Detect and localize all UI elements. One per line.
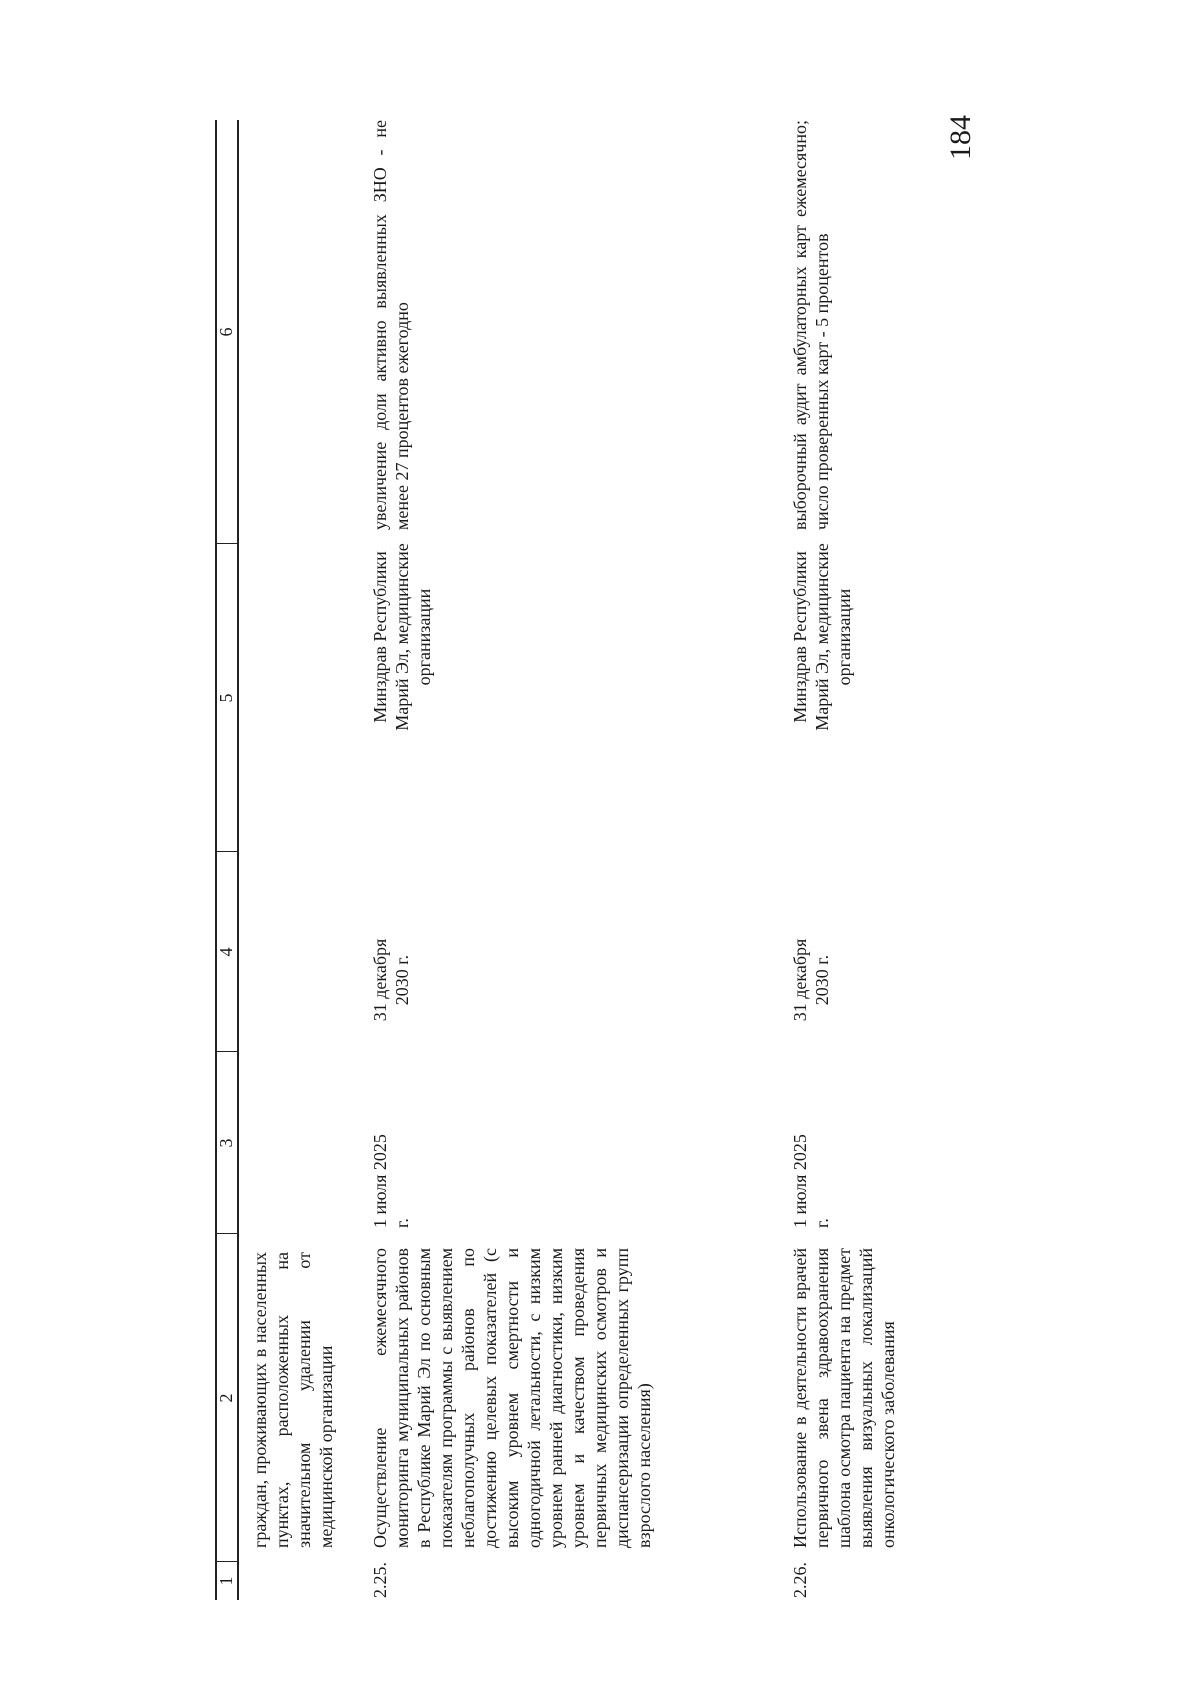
column-number: 6 bbox=[216, 327, 236, 337]
column-number: 5 bbox=[216, 693, 236, 703]
page-number: 184 bbox=[944, 115, 977, 160]
column-number: 1 bbox=[216, 1576, 236, 1586]
start-date: 1 июля 2025 г. bbox=[790, 1134, 832, 1228]
header-bottom-rule bbox=[237, 120, 239, 1600]
column-number: 3 bbox=[216, 1138, 236, 1148]
measure-text: Осуществление ежемесячного мониторинга муниципальных районов в Республике Марий Эл по основным показателям программы с выявлением неблагополучных районов по достижению целевых показателей (с высоким уровнем смертности и одногодичной летальности, с низким уровнем ранней диагностики, низким уровнем и качеством проведения первичных медицинских осмотров и диспансеризации определенных групп взрослого населения) bbox=[370, 1248, 654, 1548]
measure-text: граждан, проживающих в населенных пунктах, расположенных на значительном удалении от медицинской организации bbox=[250, 1252, 336, 1548]
item-number: 2.25. bbox=[370, 1562, 390, 1598]
rotated-page bbox=[215, 115, 977, 1600]
expected-result: увеличение доли активно выявленных ЗНО - не менее 27 процентов ежегодно bbox=[370, 120, 412, 530]
item-number: 2.26. bbox=[790, 1562, 810, 1598]
plan-table bbox=[215, 120, 935, 1600]
column-number: 4 bbox=[216, 947, 236, 957]
expected-result: выборочный аудит амбулаторных карт ежемесячно; число проверенных карт - 5 процентов bbox=[790, 120, 832, 530]
measure-text: Использование в деятельности врачей первичного звена здравоохранения шаблона осмотра пациента на предмет выявления визуальных локализаций онкологического заболевания bbox=[790, 1248, 898, 1548]
responsible-party: Минздрав Республики Марий Эл, медицинские организации bbox=[370, 543, 434, 731]
column-number: 2 bbox=[216, 1393, 236, 1403]
end-date: 31 декабря 2030 г. bbox=[790, 938, 832, 1022]
responsible-party: Минздрав Республики Марий Эл, медицинские организации bbox=[790, 543, 854, 731]
start-date: 1 июля 2025 г. bbox=[370, 1134, 412, 1228]
end-date: 31 декабря 2030 г. bbox=[370, 938, 412, 1022]
